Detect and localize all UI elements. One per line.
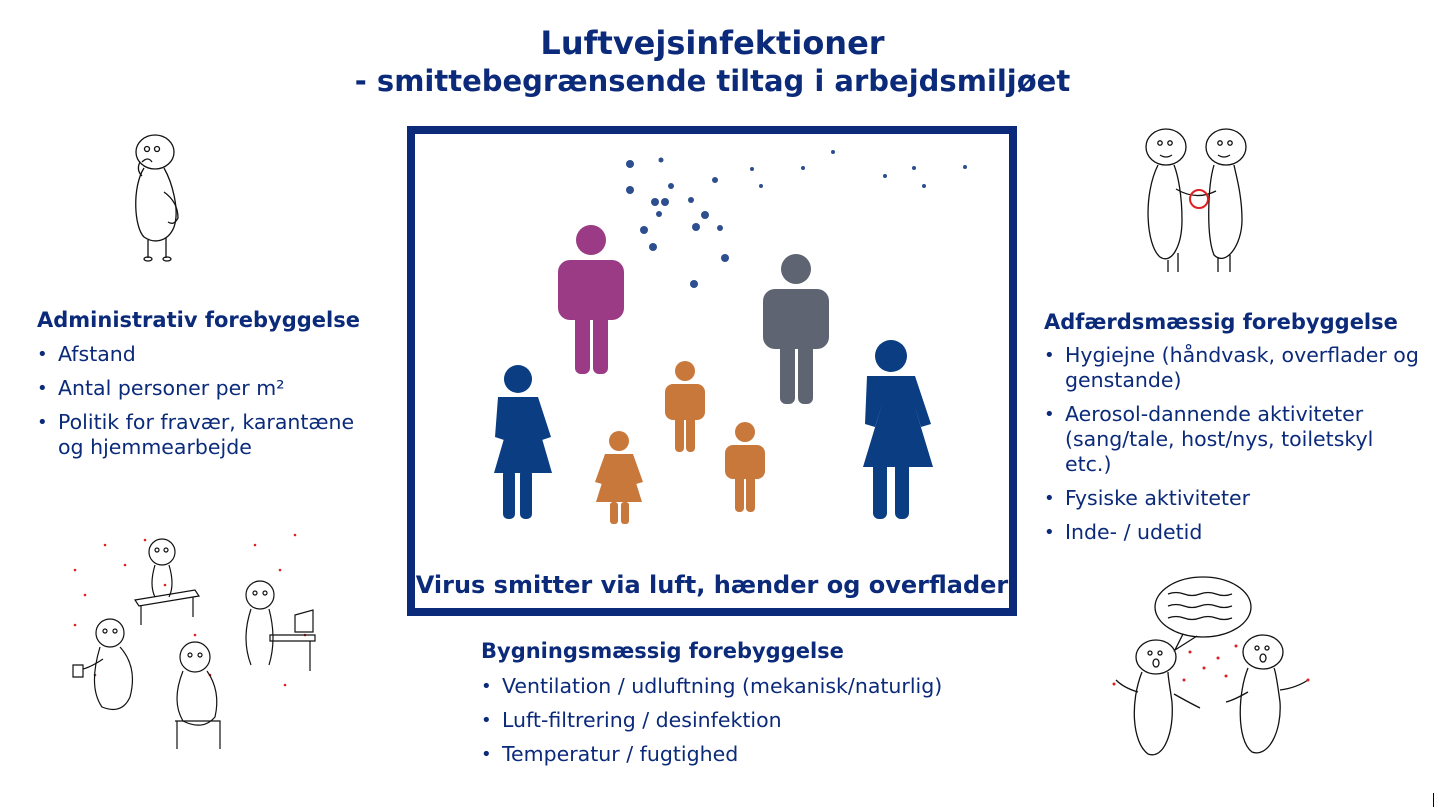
building-item-temperature: • Temperatur / fugtighed (481, 742, 1001, 767)
behavior-heading: Adfærdsmæssig forebyggelse (1044, 310, 1398, 334)
admin-item-policy: • Politik for fravær, karantæne og hjemmearbejde (37, 410, 377, 460)
people-and-virus-illustration (415, 134, 1009, 534)
child-boy-icon (665, 361, 705, 452)
thinking-figure-illustration (120, 132, 200, 267)
adult-man-grey-icon (763, 254, 829, 404)
building-item-ventilation: • Ventilation / udluftning (mekanisk/naturlig) (481, 674, 1001, 699)
handshake-figures-illustration (1138, 125, 1258, 280)
transmission-illustration-box (407, 126, 1017, 616)
building-heading: Bygningsmæssig forebyggelse (481, 639, 844, 663)
child-girl-icon (595, 431, 643, 524)
behavior-item-physical: • Fysiske aktiviteter (1044, 486, 1424, 511)
office-people-illustration (55, 525, 325, 755)
building-list (481, 674, 1001, 776)
title-line-2: - smittebegrænsende tiltag i arbejdsmiljøet (354, 64, 1071, 98)
admin-item-persons-per-m2: • Antal personer per m² (37, 376, 377, 401)
page-title (0, 24, 1425, 100)
behavior-item-indoor-outdoor: • Inde- / udetid (1044, 520, 1424, 545)
adult-woman-left-icon (494, 365, 552, 519)
behavior-list (1044, 343, 1424, 554)
admin-item-distance: • Afstand (37, 342, 377, 367)
center-caption: Virus smitter via luft, hænder og overflader (415, 571, 1009, 599)
admin-list (37, 342, 377, 469)
behavior-item-hygiene: • Hygiejne (håndvask, overflader og genstande) (1044, 343, 1424, 393)
title-line-1: Luftvejsinfektioner (540, 24, 885, 62)
child-boy-small-icon (725, 422, 765, 512)
building-item-filtration: • Luft-filtrering / desinfektion (481, 708, 1001, 733)
talking-figures-illustration (1108, 572, 1318, 767)
adult-woman-right-icon (863, 340, 933, 519)
admin-heading: Administrativ forebyggelse (37, 308, 360, 332)
adult-man-purple-icon (558, 225, 624, 374)
behavior-item-aerosol: • Aerosol-dannende aktiviteter (sang/tale, host/nys, toiletskyl etc.) (1044, 402, 1424, 477)
edge-marker (1433, 793, 1434, 807)
